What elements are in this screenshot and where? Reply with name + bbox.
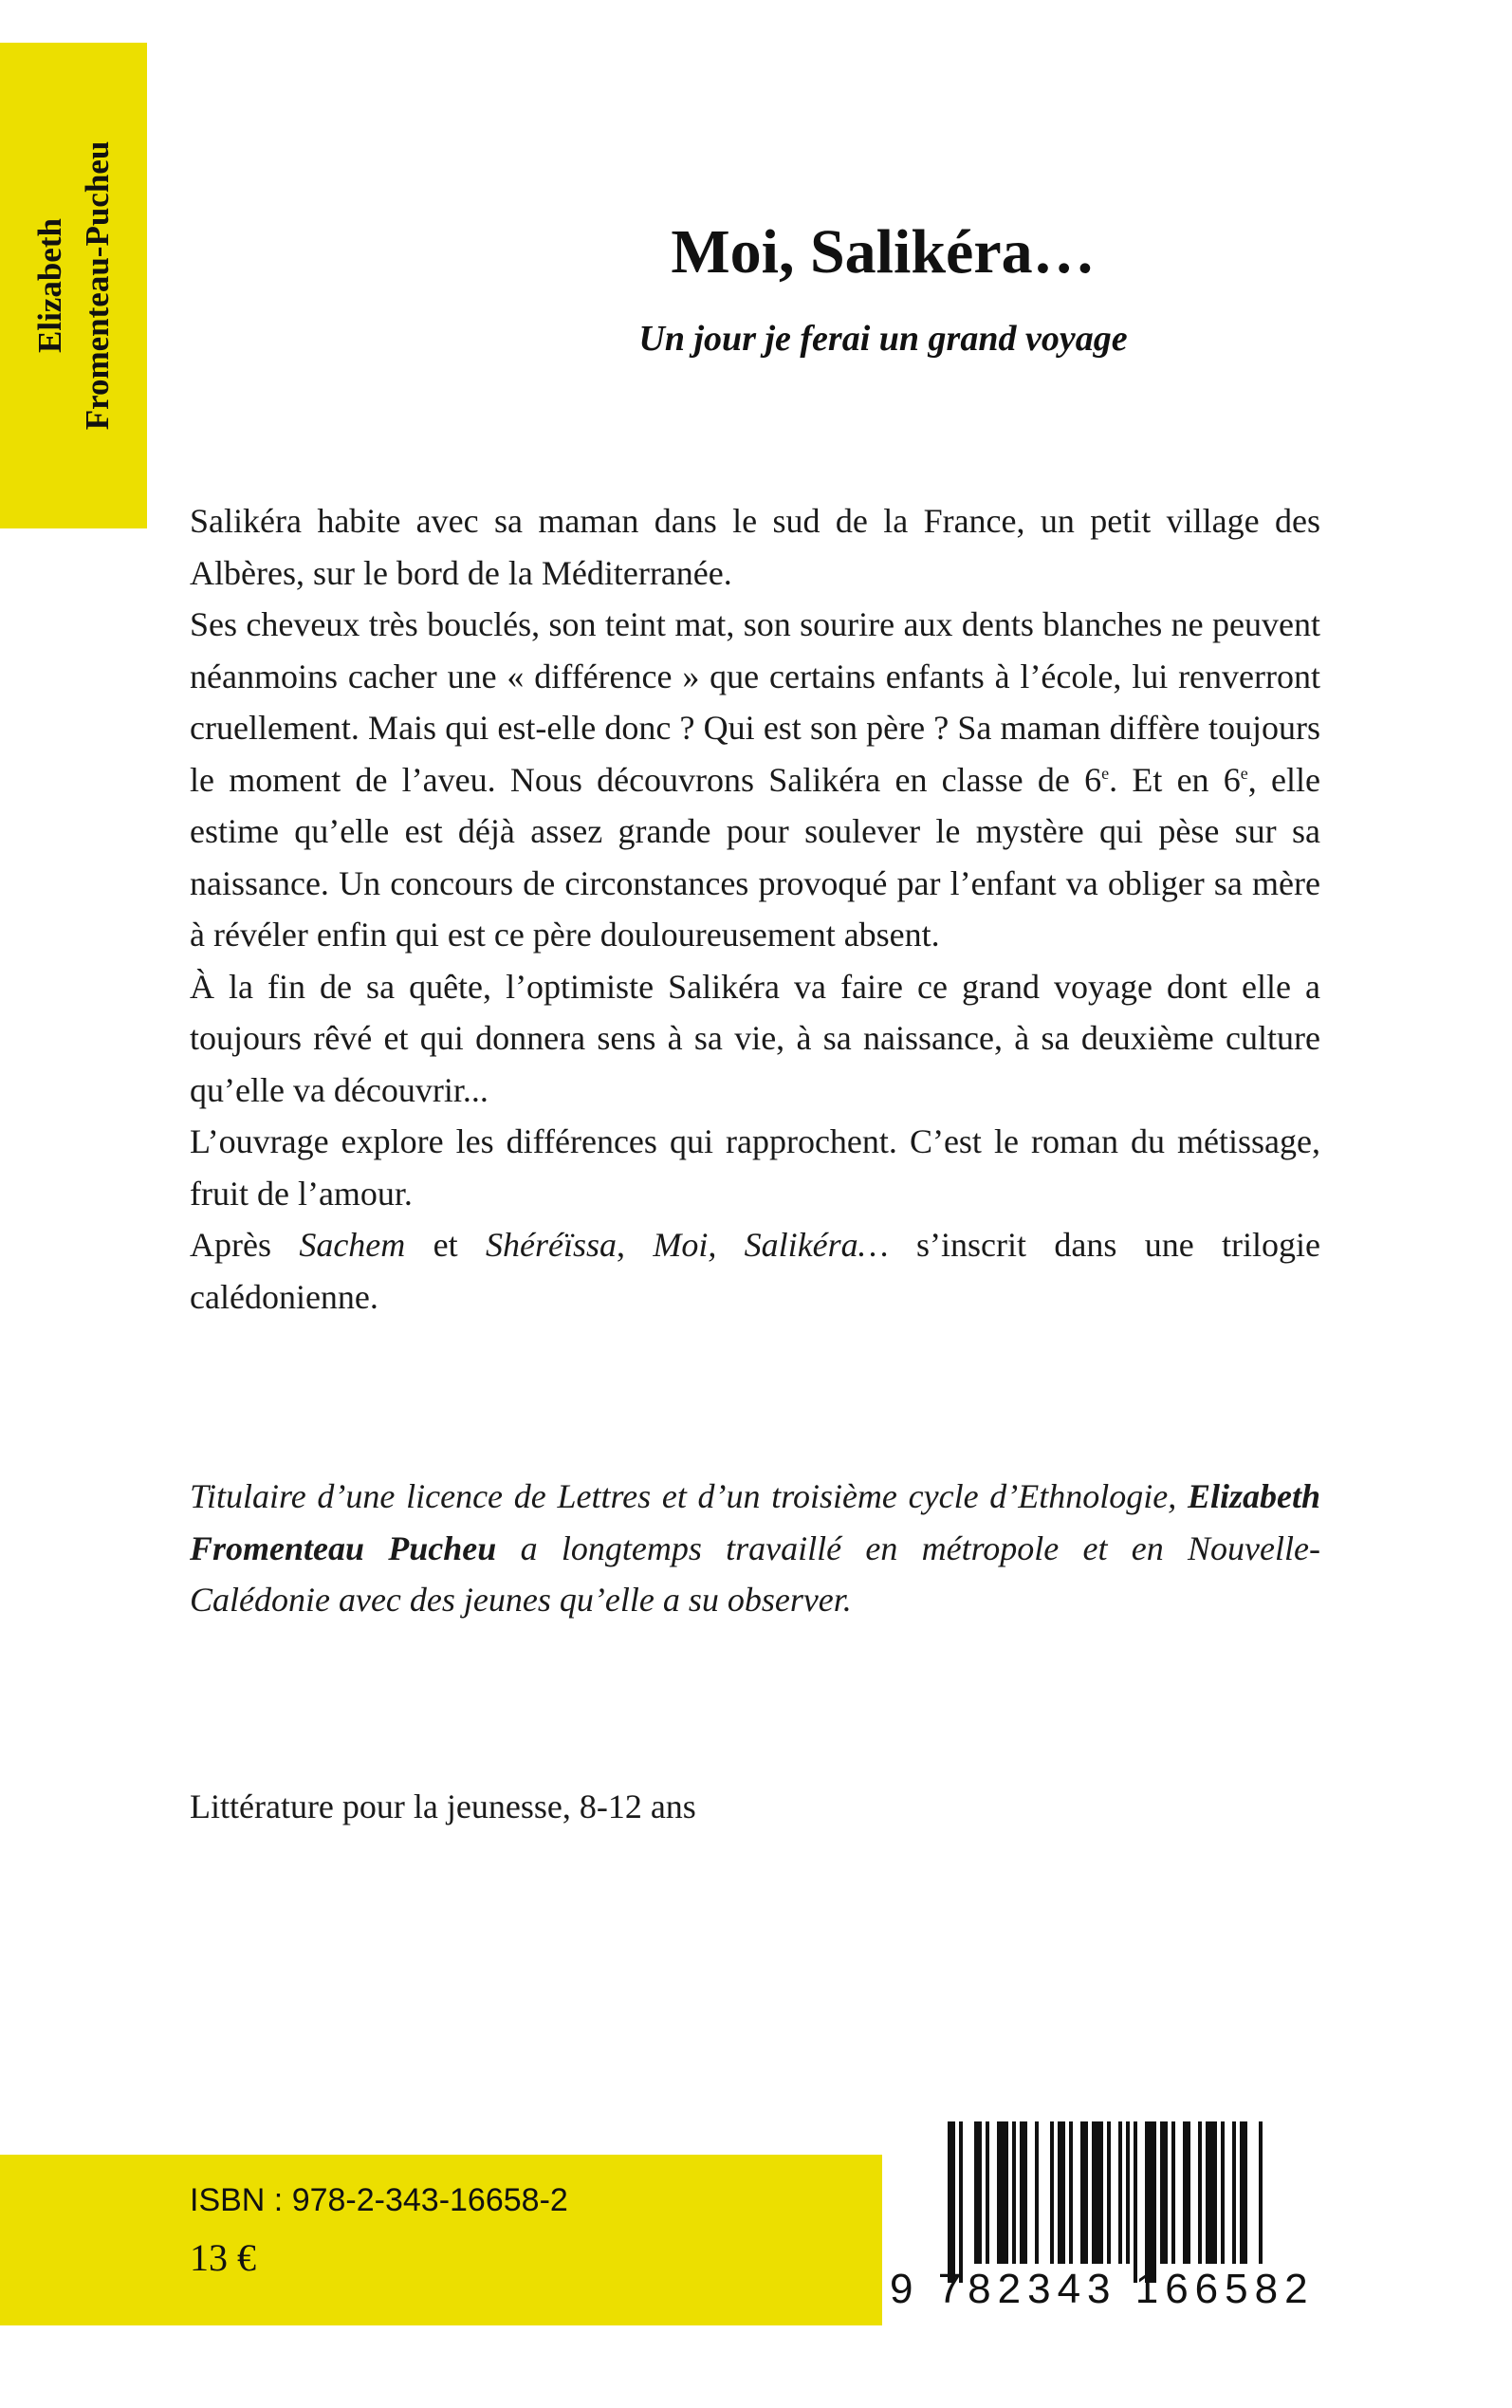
author-bio: Titulaire d’une licence de Lettres et d’un troisième cycle d’Ethnologie, Elizabeth Fromenteau Pucheu a longtemps travaillé en métropole et en Nouvelle-Calédonie avec des jeunes qu’elle a su observer. <box>190 1477 1320 1619</box>
book-summary <box>190 495 1320 1323</box>
book-category: Littérature pour la jeunesse, 8-12 ans <box>190 1787 696 1825</box>
summary-paragraph: Ses cheveux très bouclés, son teint mat, son sourire aux dents blanches ne peuvent néanmoins cacher une « différence » que certains enfants à l’école, lui renverront cruellement. Mais qui est-elle donc ? Qui est son père ? Sa maman diffère toujours le moment de l’aveu. Nous découvrons Salikéra en classe de 6e. Et en 6e, elle estime qu’elle est déjà assez grande pour soulever le mystère qui pèse sur sa naissance. Un concours de circonstances provoqué par l’enfant va obliger sa mère à révéler enfin qui est ce père douloureusement absent. <box>190 605 1320 954</box>
isbn-label: ISBN : 978-2-343-16658-2 <box>190 2182 568 2218</box>
summary-paragraph: Après Sachem et Shéréïssa, Moi, Salikéra… s’inscrit dans une trilogie calédonienne. <box>190 1226 1320 1316</box>
summary-paragraph: L’ouvrage explore les différences qui rapprochent. C’est le roman du métissage, fruit de l’amour. <box>190 1122 1320 1213</box>
author-first-name: Elizabeth <box>31 218 68 353</box>
price-label: 13 € <box>190 2236 256 2279</box>
book-title: Moi, Salikéra… <box>671 217 1096 287</box>
summary-paragraph: Salikéra habite avec sa maman dans le sud de la France, un petit village des Albères, sur le bord de la Méditerranée. <box>190 502 1320 592</box>
bio-author-name: Elizabeth Fromenteau Pucheu <box>190 1477 1320 1567</box>
author-last-name: Fromenteau-Pucheu <box>79 140 116 431</box>
book-subtitle: Un jour je ferai un grand voyage <box>638 319 1128 359</box>
summary-paragraph: À la fin de sa quête, l’optimiste Salikéra va faire ce grand voyage dont elle a toujours rêvé et qui donnera sens à sa vie, à sa naissance, à sa deuxième culture qu’elle va découvrir... <box>190 967 1320 1109</box>
barcode-bars-icon <box>944 2121 1266 2283</box>
barcode-digits: 9 782343 166582 <box>890 2266 1315 2312</box>
